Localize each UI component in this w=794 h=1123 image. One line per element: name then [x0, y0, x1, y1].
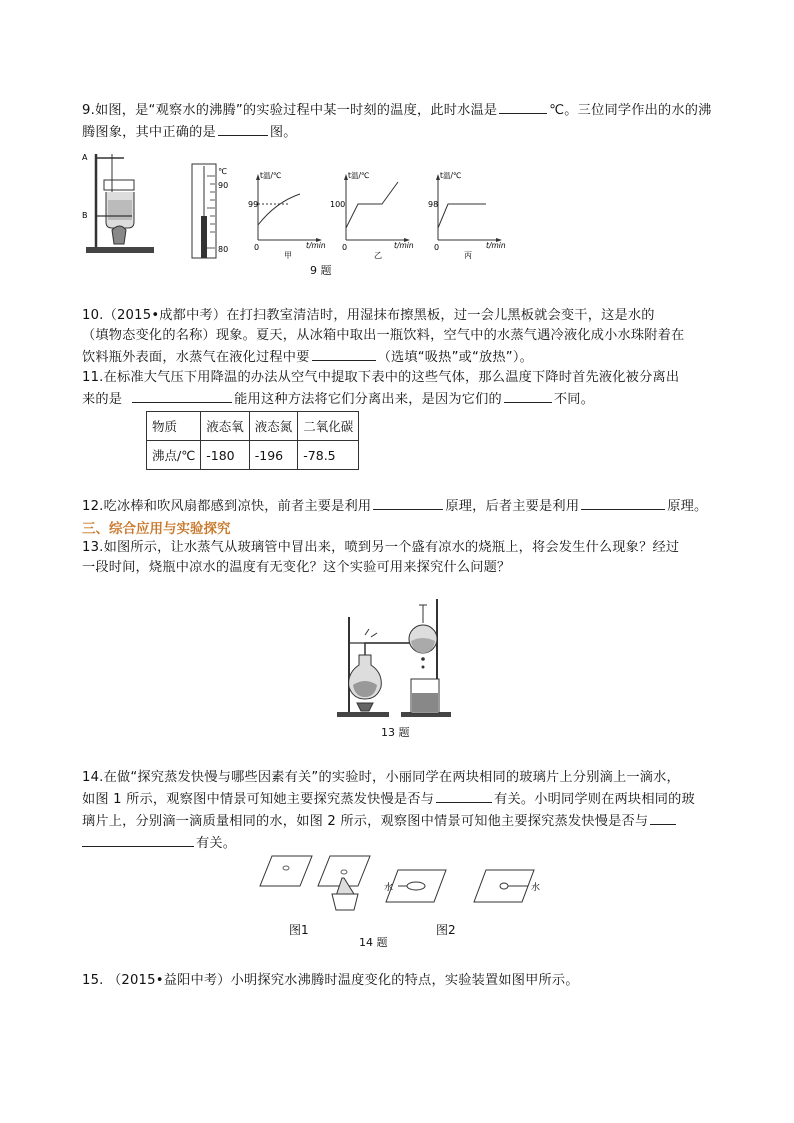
- q10-line3b: （选填“吸热”或“放热”）。: [377, 350, 533, 365]
- q9-part3: 图。: [269, 125, 297, 140]
- table-header: 物质: [147, 412, 201, 441]
- table-header: 二氧化碳: [298, 412, 359, 441]
- table-cell: -196: [249, 441, 298, 470]
- table-cell: -78.5: [298, 441, 359, 470]
- q9-graph-bing: [428, 170, 510, 260]
- q14-line4: 有关。: [196, 836, 237, 851]
- q14-blank-1[interactable]: [436, 788, 492, 803]
- q12-text: [82, 495, 722, 517]
- jia-xlabel: t/min: [306, 241, 326, 250]
- yi-origin: 0: [342, 243, 348, 252]
- bing-xlabel: t/min: [486, 241, 506, 250]
- q14-caption: 14 题: [359, 936, 388, 949]
- q9-label-a: A: [82, 153, 88, 162]
- q10-text: [82, 306, 722, 368]
- boiling-point-table: [146, 411, 359, 470]
- fig1-label: 图1: [289, 923, 309, 937]
- thermo-unit: ℃: [218, 167, 227, 176]
- section-heading: 三、综合应用与实验探究: [82, 521, 231, 537]
- thermo-top: 90: [218, 181, 229, 190]
- q9-caption: 9 题: [310, 264, 332, 277]
- q10-line2: （填物态变化的名称）现象。夏天，从冰箱中取出一瓶饮料，空气中的水蒸气遇冷液化成小水珠附着在: [82, 328, 685, 343]
- yi-ylabel: t温/℃: [348, 171, 370, 180]
- water-label-right: 水: [531, 883, 541, 893]
- q10-blank[interactable]: [312, 346, 376, 361]
- q9-thermometer: [188, 162, 238, 262]
- bing-origin: 0: [434, 243, 440, 252]
- jia-origin: 0: [254, 243, 260, 252]
- q13-apparatus-figure: [335, 595, 455, 720]
- bing-y: 98: [428, 200, 439, 209]
- table-header: 液态氮: [249, 412, 298, 441]
- yi-y: 100: [330, 200, 346, 209]
- table-header-row: [147, 412, 359, 441]
- q13-line2: 一段时间，烧瓶中凉水的温度有无变化？这个实验可用来探究什么问题？: [82, 560, 511, 575]
- q14-text: [82, 768, 722, 854]
- q10-line1: 10.（2015•成都中考）在打扫教室清洁时，用湿抹布擦黑板，过一会儿黑板就会变干，这是水的: [82, 308, 655, 323]
- q9-apparatus-figure: [82, 150, 157, 260]
- q12-part-a: 12.吃冰棒和吹风扇都感到凉快，前者主要是利用: [82, 499, 372, 514]
- thermo-bottom: 80: [218, 245, 229, 254]
- jia-name: 甲: [284, 251, 292, 260]
- q13-text: [82, 538, 722, 578]
- q9-blank-graph[interactable]: [218, 121, 268, 136]
- q13-line1: 13.如图所示，让水蒸气从玻璃管中冒出来，喷到另一个盛有凉水的烧瓶上，将会发生什么现象？经过: [82, 540, 680, 555]
- q11-line2b: 能用这种方法将它们分离出来，是因为它们的: [234, 392, 502, 407]
- yi-xlabel: t/min: [394, 241, 414, 250]
- q14-blank-2a[interactable]: [650, 810, 676, 825]
- q9-graph-jia: [248, 170, 330, 260]
- table-row: [147, 441, 359, 470]
- q13-caption: 13 题: [381, 726, 410, 739]
- q9-blank-temp[interactable]: [499, 99, 547, 114]
- q9-text: [82, 99, 722, 143]
- bing-ylabel: t温/℃: [440, 171, 462, 180]
- q11-blank-2[interactable]: [504, 388, 552, 403]
- q14-figure: [250, 850, 560, 930]
- table-header: 液态氧: [201, 412, 250, 441]
- q11-line2a: 来的是: [82, 392, 123, 407]
- table-cell: -180: [201, 441, 250, 470]
- fig2-label: 图2: [436, 923, 456, 937]
- q14-line3: 璃片上，分别滴一滴质量相同的水，如图 2 所示，观察图中情景可知他主要探究蒸发快慢是否与: [82, 814, 649, 829]
- q11-line2c: 不同。: [553, 392, 595, 407]
- q11-blank-1[interactable]: [132, 388, 232, 403]
- q15-line1: 15. （2015•益阳中考）小明探究水沸腾时温度变化的特点，实验装置如图甲所示。: [82, 973, 579, 988]
- q9-part2: ℃。三位同学作出的水的沸腾图象，其中正确的是: [82, 103, 712, 140]
- q12-blank-1[interactable]: [373, 495, 443, 510]
- q11-text: [82, 368, 722, 410]
- q14-line2b: 有关。小明同学则在两块相同的玻: [494, 792, 695, 807]
- q9-part1: 9.如图，是“观察水的沸腾”的实验过程中某一时刻的温度，此时水温是: [82, 103, 498, 118]
- q12-part-b: 原理，后者主要是利用: [445, 499, 580, 514]
- q14-line2a: 如图 1 所示，观察图中情景可知她主要探究蒸发快慢是否与: [82, 792, 435, 807]
- q10-line3a: 饮料瓶外表面，水蒸气在液化过程中要: [82, 350, 310, 365]
- q9-label-b: B: [82, 211, 88, 220]
- table-cell: 沸点/℃: [147, 441, 201, 470]
- q14-blank-2b[interactable]: [82, 832, 194, 847]
- bing-name: 丙: [464, 251, 472, 260]
- q11-line1: 11.在标准大气压下用降温的办法从空气中提取下表中的这些气体，那么温度下降时首先液化被分离出: [82, 370, 680, 385]
- q15-text: [82, 971, 722, 991]
- q14-line1: 14.在做“探究蒸发快慢与哪些因素有关”的实验时，小丽同学在两块相同的玻璃片上分别滴上一滴水，: [82, 770, 680, 785]
- jia-y: 99: [248, 200, 259, 209]
- jia-ylabel: t温/℃: [260, 171, 282, 180]
- q12-blank-2[interactable]: [581, 495, 665, 510]
- q9-graph-yi: [330, 170, 418, 260]
- water-label-left: 水: [384, 883, 394, 893]
- q12-part-c: 原理。: [667, 499, 708, 514]
- yi-name: 乙: [374, 251, 382, 260]
